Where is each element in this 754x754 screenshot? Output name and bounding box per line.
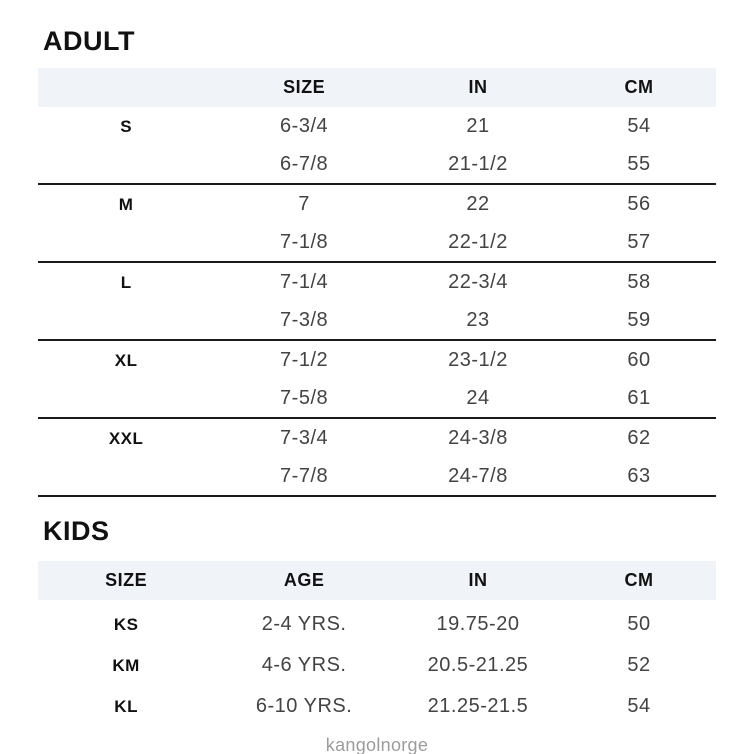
inches-cell: 21 [466, 115, 490, 137]
cm-cell: 54 [627, 115, 651, 137]
hat-size-cell: 7-7/8 [280, 465, 329, 487]
cm-cell: 57 [627, 231, 651, 253]
table-row [38, 686, 716, 727]
adult-header-size-column: SIZE [283, 77, 326, 97]
table-row [38, 458, 716, 497]
size-label-cell: KM [112, 655, 140, 675]
inches-cell: 22 [466, 193, 490, 215]
table-row [38, 341, 716, 380]
age-cell: 2-4 YRS. [261, 613, 347, 635]
hat-size-cell: 7-3/4 [280, 427, 329, 449]
cm-cell: 52 [627, 654, 651, 676]
cm-cell: 59 [627, 309, 651, 331]
table-row [38, 107, 716, 146]
hat-size-cell: 6-3/4 [280, 115, 329, 137]
hat-size-cell: 7-1/4 [280, 271, 329, 293]
adult-header-cm-column: CM [624, 77, 654, 97]
size-label-cell: M [118, 194, 134, 214]
hat-size-cell: 6-7/8 [280, 153, 329, 175]
cm-cell: 56 [627, 193, 651, 215]
cm-cell: 61 [627, 387, 651, 409]
cm-cell: 54 [627, 695, 651, 717]
hat-size-cell: 7-1/8 [280, 231, 329, 253]
table-row [38, 604, 716, 645]
table-row [38, 302, 716, 341]
inches-cell: 21-1/2 [448, 153, 508, 175]
table-row [38, 380, 716, 419]
size-label-cell: S [120, 116, 133, 136]
inches-cell: 24-3/8 [448, 427, 508, 449]
kids-header-in-column: IN [468, 570, 488, 590]
table-row [38, 419, 716, 458]
table-row [38, 146, 716, 185]
kids-table-header-row [38, 561, 716, 600]
inches-cell: 23-1/2 [448, 349, 508, 371]
inches-cell: 22-1/2 [448, 231, 508, 253]
cm-cell: 58 [627, 271, 651, 293]
adult-header-in-column: IN [468, 77, 488, 97]
table-row [38, 263, 716, 302]
kids-size-table [38, 561, 716, 727]
age-cell: 6-10 YRS. [255, 695, 353, 717]
kids-table-body [38, 600, 716, 727]
size-label-cell: XXL [108, 428, 144, 448]
inches-cell: 24-7/8 [448, 465, 508, 487]
size-label-cell: KS [113, 614, 139, 634]
size-label-cell: XL [114, 350, 138, 370]
inches-cell: 20.5-21.25 [427, 654, 529, 676]
kids-header-cm-column: CM [624, 570, 654, 590]
age-cell: 4-6 YRS. [261, 654, 347, 676]
table-row [38, 224, 716, 263]
hat-size-cell: 7 [298, 193, 310, 215]
size-label-cell: L [120, 272, 132, 292]
brand-label: kangolnorge [325, 735, 429, 754]
table-row [38, 185, 716, 224]
adult-section-title: ADULT [43, 26, 135, 56]
kids-header-age-column: AGE [283, 570, 325, 590]
hat-size-cell: 7-5/8 [280, 387, 329, 409]
adult-size-table [38, 68, 716, 497]
table-row [38, 645, 716, 686]
kids-header-size-column: SIZE [105, 570, 148, 590]
inches-cell: 24 [466, 387, 490, 409]
size-label-cell: KL [114, 696, 138, 716]
cm-cell: 60 [627, 349, 651, 371]
inches-cell: 22-3/4 [448, 271, 508, 293]
inches-cell: 19.75-20 [436, 613, 520, 635]
adult-table-header-row [38, 68, 716, 107]
cm-cell: 62 [627, 427, 651, 449]
inches-cell: 23 [466, 309, 490, 331]
cm-cell: 55 [627, 153, 651, 175]
cm-cell: 50 [627, 613, 651, 635]
inches-cell: 21.25-21.5 [427, 695, 529, 717]
hat-size-cell: 7-1/2 [280, 349, 329, 371]
cm-cell: 63 [627, 465, 651, 487]
kids-section-title: KIDS [43, 516, 110, 546]
hat-size-cell: 7-3/8 [280, 309, 329, 331]
